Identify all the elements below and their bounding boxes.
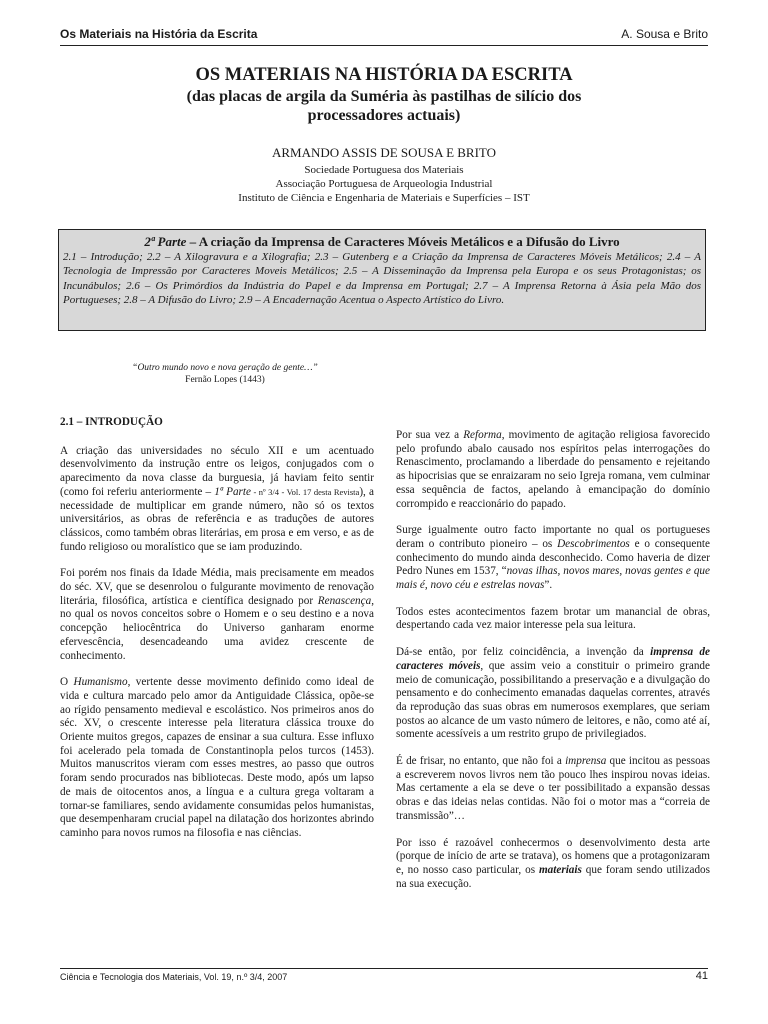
header-author: A. Sousa e Brito: [621, 27, 708, 41]
paragraph: O Humanismo, vertente desse movimento definido como ideal de vida e cultura marcado pelo amor da Antiguidade Clássica, opõe-se ao rígido pensamento medieval e escolástico. Nos primeiros anos do séc. XV, o crescente interesse pela literatura clássica trouxe do Oriente muitos gregos, capazes de ensinar a sua cultura. Esse influxo foi acelerado pela tomada de Constantinopla pelos turcos (1453). Muitos manuscritos vieram com esses mestres, ao passo que outros foram sendo procurados nas bibliotecas. Deste modo, após um lapso de mais de oitocentos anos, a língua e a cultura grega voltaram a tornar-se familiares, sendo avidamente consumidas pelos humanistas, que desempenharam crucial papel na dilatação dos horizontes abrindo caminho para novos rumos na filosofia e nas ciências.: [60, 676, 374, 839]
contents-items: 2.1 – Introdução; 2.2 – A Xilogravura e a Xilografia; 2.3 – Gutenberg e a Criação da Imprensa de Caracteres Móveis Metálicos; 2.4 – A Tecnologia de Impressão por Caracteres Moveis Metálicos; 2.5 – A Disseminação da Imprensa pela Europa e os seus Protagonistas; os Incunábulos; 2.6 – Os Primórdios da Indústria do Papel e da Imprensa em Portugal; 2.7 – A Imprensa Retorna à Ásia pela Mão dos Portugueses; 2.8 – A Difusão do Livro; 2.9 – A Encadernação Acentua o Aspecto Artístico do Livro.: [63, 251, 701, 306]
article-title: OS MATERIAIS NA HISTÓRIA DA ESCRITA: [195, 65, 573, 85]
section-heading: 2.1 – INTRODUÇÃO: [60, 416, 163, 428]
running-header: [60, 27, 708, 45]
header-title: Os Materiais na História da Escrita: [60, 27, 258, 41]
contents-heading: [63, 234, 701, 250]
paragraph: É de frisar, no entanto, que não foi a imprensa que incitou as pessoas a escreverem novos livros nem tão pouco lhes inspirou novas ideias. Mas certamente a ela se deve o ter possibilitado a expansão dessas obras e das ideias nelas contidas. Não foi o motor mas a “correia de transmissão”…: [396, 755, 710, 822]
affiliation: Instituto de Ciência e Engenharia de Materiais e Superfícies – IST: [238, 192, 530, 204]
contents-box: [58, 229, 706, 331]
paragraph: Foi porém nos finais da Idade Média, mais precisamente em meados do séc. XV, que se desenrolou o fulgurante movimento de renovação literária, filosófica, artística e científica designado por Renascença, no qual os novos conceitos sobre o Homem e o seu destino e a nova concepção heliocêntrica do Universo ganharam enorme efervescência, desencadeando uma avidez crescente de conhecimento.: [60, 567, 374, 662]
epigraph-quote: “Outro mundo novo e nova geração de gente…”: [132, 363, 318, 373]
article-subtitle: (das placas de argila da Suméria às pastilhas de silício dos processadores actuais): [186, 88, 582, 124]
author-name: ARMANDO ASSIS DE SOUSA E BRITO: [271, 145, 497, 160]
affiliation: Associação Portuguesa de Arqueologia Industrial: [275, 178, 493, 190]
paragraph: Por isso é razoável conhecermos o desenvolvimento desta arte (porque de início de arte se tratava), os homens que a protagonizaram e, no nosso caso particular, os materiais que foram sendo utilizados na sua execução.: [396, 836, 710, 890]
affiliation: Sociedade Portuguesa dos Materiais: [304, 164, 464, 176]
part-title: – A criação da Imprensa de Caracteres Móveis Metálicos e a Difusão do Livro: [186, 234, 620, 249]
header-rule: [60, 45, 708, 46]
left-column: [60, 416, 374, 854]
paragraph: A criação das universidades no século XII e um acentuado desenvolvimento da instrução entre os leigos, conjugados com o aparecimento da nova classe da burguesia, já haviam feito sentir (como foi referiu anteriormente – 1ª Parte - nº 3/4 - Vol. 17 desta Revista), a necessidade de multiplicar em grande número, não só os textos universitários, as obras de referência e as traduções de autores clássicos, como também obras literárias, em prosa e em verso, e as de fundo religioso ou moralístico que se iam produzindo.: [60, 444, 374, 553]
paragraph: Todos estes acontecimentos fazem brotar um manancial de obras, despertando cada vez maior interesse pela sua leitura.: [396, 605, 710, 632]
footer-rule: [60, 968, 708, 969]
page-number: 41: [695, 970, 708, 982]
epigraph: [110, 362, 340, 386]
right-column: [396, 429, 710, 904]
paragraph: Surge igualmente outro facto importante no qual os portugueses deram o contributo pioneiro – os Descobrimentos e o consequente conhecimento do mundo ainda desconhecido. Como haveria de dizer Pedro Nunes em 1537, “novas ilhas, novos mares, novas gentes e que mais é, novo céu e estrelas novas”.: [396, 524, 711, 592]
journal-citation: Ciência e Tecnologia dos Materiais, Vol. 19, n.º 3/4, 2007: [60, 972, 288, 982]
paragraph: Por sua vez a Reforma, movimento de agitação religiosa favorecido pelo profundo abalo causado nos espíritos pelas interrogações do Renascimento, proclamando a liberdade do pensamento e rejeitando as hipocrisias que se enraizaram no seio Igreja romana, vem culminar essa sequência de factos, apelando à emancipação do domínio corrompido e reaccionário do papado.: [396, 429, 710, 510]
epigraph-attribution: Fernão Lopes (1443): [185, 375, 265, 385]
author-block: [60, 144, 708, 205]
part-label: 2ª Parte: [144, 234, 187, 249]
paragraph: Dá-se então, por feliz coincidência, a invenção da imprensa de caracteres móveis, que assim veio a constituir o primeiro grande meio de comunicação, possibilitando a preservação e a divulgação do pensamento e do conhecimento emanadas daquelas correntes, através da reprodução das suas obras em numerosos exemplares, que seriam postos ao alcance de um vasto número de leitores, e não, como até aí, somente acessíveis a um restrito grupo de privilegiados.: [396, 646, 710, 741]
title-block: [60, 64, 708, 125]
